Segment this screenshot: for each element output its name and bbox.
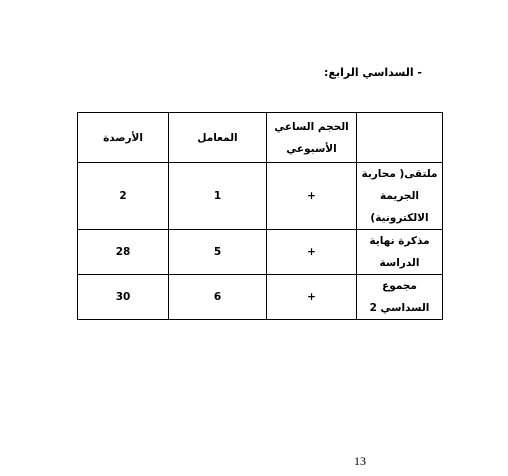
row-coefficient: 5 [169,230,267,275]
table-row [78,230,443,275]
page-number: 13 [354,454,366,468]
row-credits: 28 [78,230,169,275]
row-unit-name: ملتقى( محاربة الجريمة الالكترونية) [357,163,443,230]
row-unit-name: مجموع السداسي 2 [357,275,443,320]
row-hours: + [267,163,357,230]
header-unit [357,113,443,163]
table-header-row [78,113,443,163]
row-unit-name: مذكرة نهاية الدراسة [357,230,443,275]
row-credits: 2 [78,163,169,230]
table-row [78,163,443,230]
row-credits: 30 [78,275,169,320]
table-row [78,275,443,320]
section-heading: - السداسي الرابع: [324,66,422,79]
header-credits: الأرصدة [78,113,169,163]
row-coefficient: 6 [169,275,267,320]
header-weekly-hours: الحجم الساعي الأسبوعي [267,113,357,163]
semester-table [77,112,443,320]
header-coefficient: المعامل [169,113,267,163]
row-coefficient: 1 [169,163,267,230]
row-hours: + [267,275,357,320]
row-hours: + [267,230,357,275]
